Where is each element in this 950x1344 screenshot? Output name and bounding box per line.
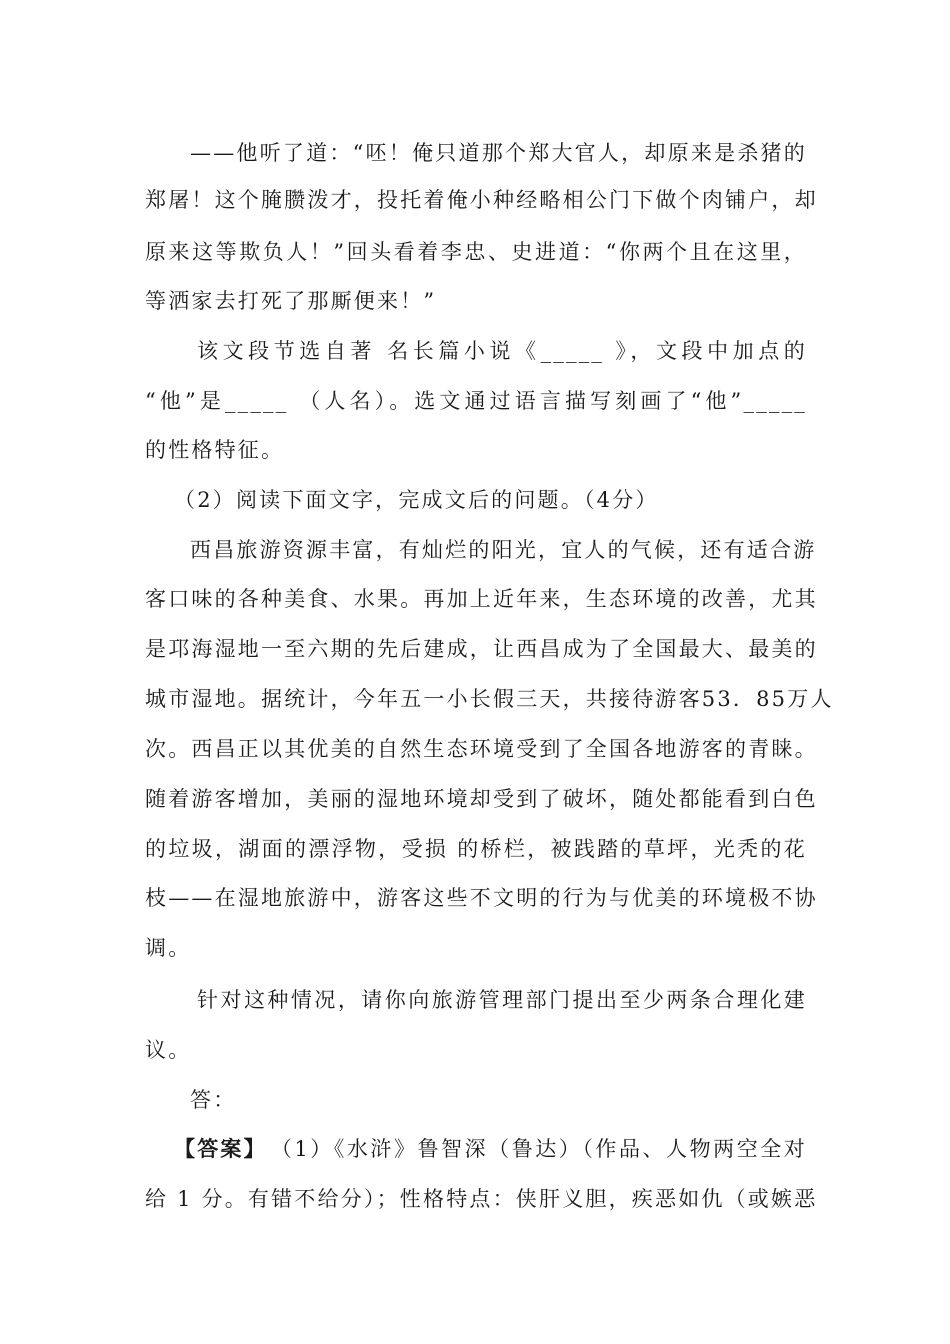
answer-line: 给 1 分。有错不给分）；性格特点：侠肝义胆，疾恶如仇（或嫉恶 [145, 1187, 818, 1211]
passage-line: 客口味的各种美食、水果。再加上近年来，生态环境的改善，尤其 [145, 587, 818, 611]
question-line: 的性格特征。 [145, 438, 285, 462]
question-line: “他”是_____ （人名）。选文通过语言描写刻画了“他”_____ [145, 389, 807, 413]
answer-tag: 【答案】 [174, 1136, 267, 1161]
answer-line [174, 1134, 807, 1164]
passage-line: 的垃圾，湖面的漂浮物，受损 的桥栏，被践踏的草坪，光秃的花 [145, 837, 807, 861]
passage-line: 次。西昌正以其优美的自然生态环境受到了全国各地游客的青睐。 [145, 737, 818, 761]
question-line: 议。 [145, 1038, 192, 1062]
passage-line: 城市湿地。据统计，今年五一小长假三天，共接待游客53．85万人 [145, 687, 834, 711]
answer-prompt: 答： [190, 1088, 237, 1112]
passage-line: 调。 [145, 936, 192, 960]
text-line: ——他听了道：“呸！俺只道那个郑大官人，却原来是杀猪的 [190, 141, 807, 165]
passage-line: 随着游客增加，美丽的湿地环境却受到了破坏，随处都能看到白色 [145, 787, 818, 811]
text-line: 原来这等欺负人！”回头看着李忠、史进道：“你两个且在这里， [145, 240, 807, 264]
text-line: 等洒家去打死了那厮便来！” [145, 289, 437, 313]
question-line: 针对这种情况，请你向旅游管理部门提出至少两条合理化建 [197, 988, 807, 1012]
question-line: 该文段节选自著 名长篇小说《_____ 》，文段中加点的 [197, 339, 807, 363]
text-line: 郑屠！这个腌臜泼才，投托着俺小种经略相公门下做个肉铺户，却 [145, 188, 818, 212]
passage-line: 枝——在湿地旅游中，游客这些不文明的行为与优美的环境极不协 [145, 886, 818, 910]
passage-line: 西昌旅游资源丰富，有灿烂的阳光，宜人的气候，还有适合游 [190, 538, 817, 562]
answer-text: （1）《水浒》鲁智深（鲁达）（作品、人物两空全对 [270, 1137, 807, 1161]
question-heading: （2）阅读下面文字，完成文后的问题。（4分） [174, 488, 659, 512]
passage-line: 是邛海湿地一至六期的先后建成，让西昌成为了全国最大、最美的 [145, 637, 818, 661]
